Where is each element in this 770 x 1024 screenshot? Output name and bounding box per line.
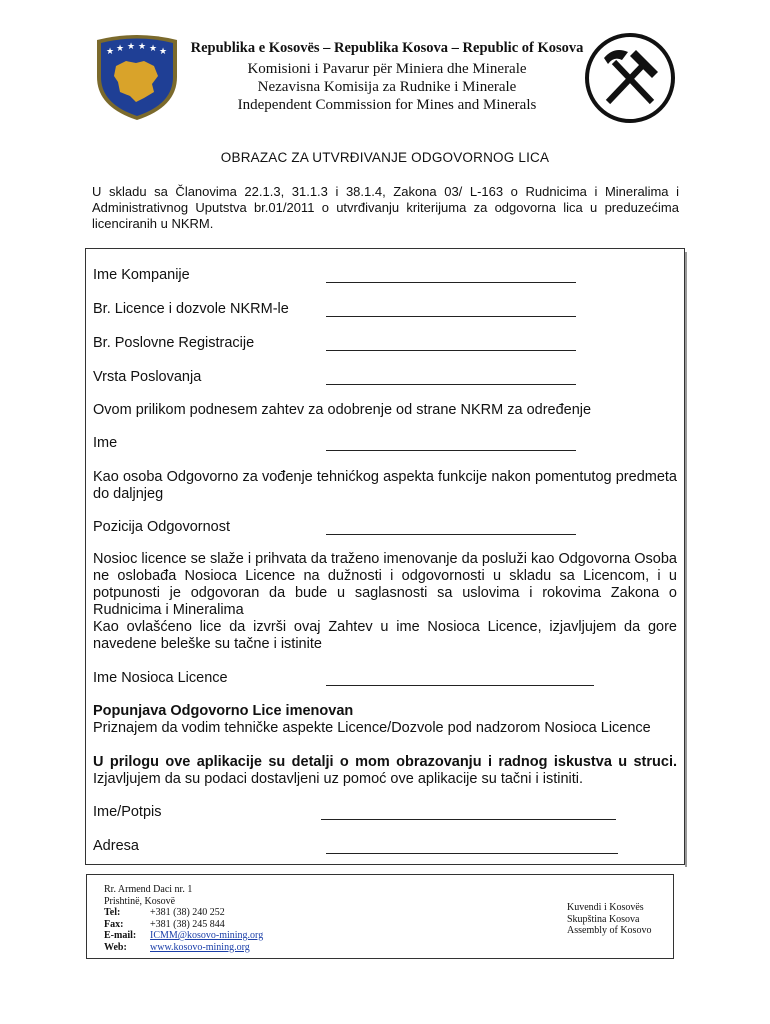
svg-text:★: ★ bbox=[127, 42, 136, 52]
web-label: Web: bbox=[104, 941, 127, 953]
contact-details bbox=[104, 884, 404, 953]
svg-text:★: ★ bbox=[149, 44, 158, 54]
business-registration-label: Br. Poslovne Registracije bbox=[93, 335, 255, 351]
company-name-label: Ime Kompanije bbox=[93, 267, 190, 283]
attachment-bold-text: U prilogu ove aplikacije su detalji o mom obrazovanju i radnog iskustva u struci. bbox=[93, 754, 677, 770]
commission-name-sr: Nezavisna Komisija za Rudnike i Minerale bbox=[257, 79, 517, 95]
svg-text:★: ★ bbox=[106, 47, 115, 57]
authorization-statement: Kao ovlašćeno lice da izvrši ovaj Zahtev u ime Nosioca Licence, izjavljujem da gore navedene beleške su tačne i istinite bbox=[93, 619, 677, 652]
position-label: Pozicija Odgovornost bbox=[93, 519, 231, 535]
intro-paragraph: U skladu sa Članovima 22.1.3, 31.1.3 i 38.1.4, Zakona 03/ L-163 o Rudnicima i Mineralima i Administrativnog Uputstva br.01/2011 o utvrđivanju kriterijuma za odgovorna lica u preduzećima licenciranih u NKRM. bbox=[92, 184, 679, 231]
signature-field[interactable] bbox=[321, 819, 616, 820]
fax-label: Fax: bbox=[104, 918, 124, 930]
request-statement: Ovom prilikom podnesem zahtev za odobrenje od strane NKRM za određenje bbox=[93, 402, 592, 418]
assembly-name-en: Assembly of Kosovo bbox=[567, 925, 652, 936]
republic-line: Republika e Kosovës – Republika Kosova – Republic of Kosova bbox=[190, 40, 584, 56]
email-row bbox=[104, 930, 263, 942]
name-field[interactable] bbox=[326, 450, 576, 451]
address-label: Adresa bbox=[93, 838, 139, 854]
address-field[interactable] bbox=[326, 853, 618, 854]
web-row bbox=[104, 942, 263, 954]
license-number-label: Br. Licence i dozvole NKRM-le bbox=[93, 301, 289, 317]
document-title: OBRAZAC ZA UTVRĐIVANJE ODGOVORNOG LICA bbox=[220, 150, 550, 165]
contact-table bbox=[104, 907, 263, 953]
commission-name-sq: Komisioni i Pavarur për Miniera dhe Minerale bbox=[247, 61, 527, 77]
license-holder-name-label: Ime Nosioca Licence bbox=[93, 670, 228, 686]
position-field[interactable] bbox=[326, 534, 576, 535]
business-type-label: Vrsta Poslovanja bbox=[93, 369, 202, 385]
svg-text:★: ★ bbox=[138, 42, 147, 52]
letterhead bbox=[92, 30, 682, 125]
hammer-and-pick-icon bbox=[584, 32, 676, 124]
fax-value: +381 (38) 245 844 bbox=[150, 918, 225, 930]
attachment-statement bbox=[93, 754, 677, 788]
signature-label: Ime/Potpis bbox=[93, 804, 162, 820]
responsible-person-statement: Kao osoba Odgovorno za vođenje tehnićkog aspekta funkcije nakon pomentutog predmeta do daljnjeg bbox=[93, 469, 677, 502]
commission-name-en: Independent Commission for Mines and Minerals bbox=[237, 97, 537, 113]
email-link[interactable]: ICMM@kosovo-mining.org bbox=[150, 930, 264, 941]
svg-text:★: ★ bbox=[116, 44, 125, 54]
street-address: Rr. Armend Daci nr. 1 bbox=[104, 884, 193, 895]
city: Prishtinë, Kosovë bbox=[104, 895, 176, 907]
business-type-field[interactable] bbox=[326, 384, 576, 385]
footer-contact-box bbox=[86, 874, 674, 959]
attachment-rest-text: Izjavljujem da su podaci dostavljeni uz pomoć ove aplikacije su tačni i istiniti. bbox=[93, 771, 584, 787]
website-link[interactable]: www.kosovo-mining.org bbox=[150, 941, 250, 953]
application-form bbox=[85, 248, 685, 865]
tel-row bbox=[104, 907, 263, 919]
fax-row bbox=[104, 919, 263, 931]
name-label: Ime bbox=[93, 435, 118, 451]
assembly-name-sq: Kuvendi i Kosovës bbox=[567, 902, 644, 913]
consent-statement: Nosioc licence se slaže i prihvata da traženo imenovanje da posluži kao Odgovorna Osoba ne oslobađa Nosioca Licence na dužnosti i odgovornosti u skladu sa Licencom, i u potpunosti je odgovoran da bude u saglasnosti sa uslovima i rokovima Zakona o Rudnicima i Mineralima bbox=[93, 551, 677, 618]
email-label: E-mail: bbox=[104, 930, 137, 941]
letterhead-text bbox=[182, 40, 592, 114]
tel-value: +381 (38) 240 252 bbox=[150, 907, 225, 918]
business-registration-field[interactable] bbox=[326, 350, 576, 351]
assembly-name-sr: Skupština Kosova bbox=[567, 913, 640, 925]
kosovo-coat-of-arms-icon bbox=[92, 32, 182, 122]
svg-text:★: ★ bbox=[159, 47, 168, 57]
tel-label: Tel: bbox=[104, 907, 121, 918]
section-heading: Popunjava Odgovorno Lice imenovan bbox=[93, 703, 354, 719]
company-name-field[interactable] bbox=[326, 282, 576, 283]
assembly-block bbox=[567, 902, 672, 937]
license-number-field[interactable] bbox=[326, 316, 576, 317]
license-holder-name-field[interactable] bbox=[326, 685, 594, 686]
acknowledgement-statement: Priznajem da vodim tehničke aspekte Licence/Dozvole pod nadzorom Nosioca Licence bbox=[93, 720, 651, 736]
